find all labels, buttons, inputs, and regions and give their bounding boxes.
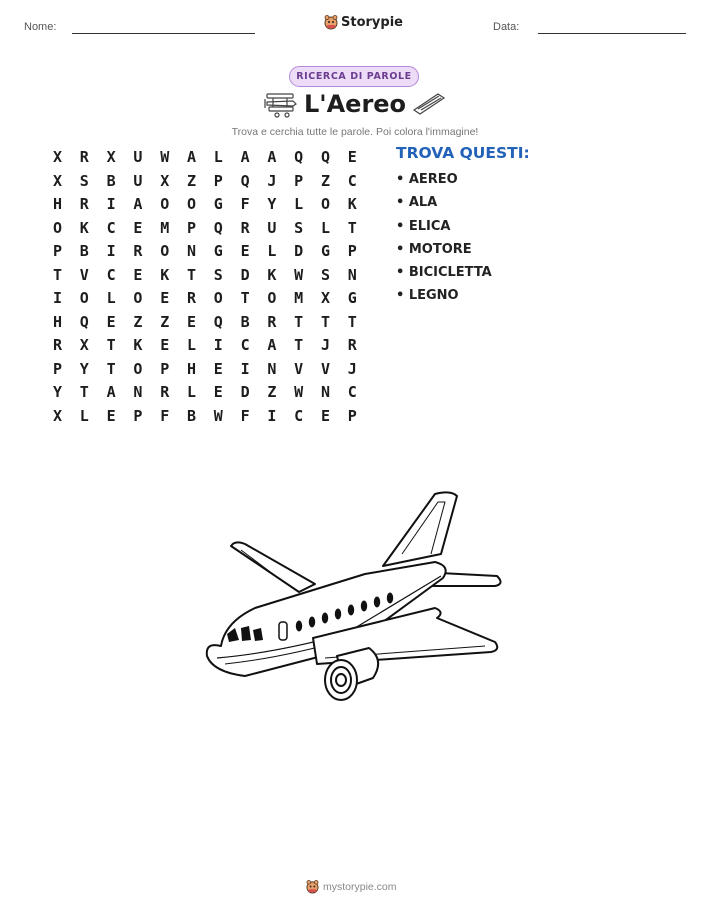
- grid-row: [48, 405, 370, 429]
- grid-letter[interactable]: V: [79, 265, 89, 284]
- grid-letter[interactable]: E: [240, 242, 250, 260]
- word-search-grid[interactable]: [48, 146, 370, 428]
- word-list-item: • BICICLETTA: [396, 265, 492, 281]
- footer-url[interactable]: mystorypie.com: [323, 880, 397, 893]
- grid-letter[interactable]: N: [186, 242, 197, 260]
- grid-letter[interactable]: O: [160, 242, 170, 260]
- storypie-mascot-icon: [324, 14, 338, 30]
- grid-letter[interactable]: N: [267, 359, 277, 378]
- grid-letter[interactable]: O: [133, 359, 143, 378]
- grid-letter[interactable]: F: [240, 195, 250, 213]
- grid-letter[interactable]: G: [213, 195, 223, 213]
- grid-letter[interactable]: Q: [320, 148, 330, 166]
- word-list-item: • ALA: [396, 195, 438, 211]
- grid-letter[interactable]: K: [347, 195, 357, 213]
- grid-letter[interactable]: B: [79, 242, 89, 260]
- grid-letter[interactable]: Q: [79, 312, 89, 331]
- grid-letter[interactable]: B: [186, 406, 197, 425]
- grid-letter[interactable]: P: [133, 406, 143, 425]
- date-line[interactable]: [538, 33, 686, 34]
- grid-letter[interactable]: R: [133, 242, 143, 260]
- grid-letter[interactable]: R: [79, 148, 89, 166]
- grid-letter[interactable]: Q: [213, 312, 223, 331]
- grid-letter[interactable]: L: [213, 148, 223, 166]
- grid-row: [48, 334, 370, 358]
- grid-row: [48, 240, 370, 264]
- grid-row: [48, 287, 370, 311]
- name-line[interactable]: [72, 33, 255, 34]
- grid-letter[interactable]: K: [79, 218, 89, 237]
- grid-row: [48, 170, 370, 194]
- grid-letter[interactable]: D: [294, 242, 304, 260]
- grid-letter[interactable]: O: [133, 289, 143, 307]
- grid-letter[interactable]: G: [213, 242, 223, 260]
- grid-letter[interactable]: X: [79, 336, 89, 354]
- grid-letter[interactable]: X: [106, 148, 116, 166]
- grid-letter[interactable]: I: [53, 289, 63, 307]
- grid-letter[interactable]: R: [267, 312, 277, 331]
- grid-letter[interactable]: E: [213, 383, 223, 401]
- grid-letter[interactable]: X: [53, 406, 63, 425]
- grid-letter[interactable]: E: [347, 148, 357, 166]
- grid-letter[interactable]: X: [320, 289, 330, 307]
- grid-letter[interactable]: O: [160, 195, 170, 213]
- grid-letter[interactable]: I: [106, 242, 116, 260]
- grid-row: [48, 381, 370, 405]
- grid-letter[interactable]: C: [106, 265, 116, 284]
- grid-letter[interactable]: E: [160, 336, 170, 354]
- grid-letter[interactable]: Y: [53, 383, 63, 401]
- grid-letter[interactable]: A: [267, 336, 277, 354]
- grid-letter[interactable]: C: [294, 406, 304, 425]
- grid-letter[interactable]: H: [53, 312, 63, 331]
- grid-letter[interactable]: F: [240, 406, 250, 425]
- grid-row: [48, 311, 370, 335]
- grid-letter[interactable]: R: [160, 383, 170, 401]
- grid-letter[interactable]: K: [267, 265, 277, 284]
- grid-letter[interactable]: T: [294, 336, 304, 354]
- category-badge: RICERCA DI PAROLE: [289, 66, 419, 87]
- grid-letter[interactable]: J: [347, 359, 357, 378]
- grid-letter[interactable]: A: [240, 148, 250, 166]
- grid-letter[interactable]: Z: [133, 312, 143, 331]
- grid-letter[interactable]: S: [294, 218, 304, 237]
- grid-row: [48, 146, 370, 170]
- grid-letter[interactable]: S: [320, 265, 330, 284]
- grid-letter[interactable]: E: [133, 218, 143, 237]
- grid-letter[interactable]: T: [240, 289, 250, 307]
- grid-letter[interactable]: O: [213, 289, 223, 307]
- grid-letter[interactable]: A: [186, 148, 197, 166]
- grid-row: [48, 358, 370, 382]
- grid-letter[interactable]: L: [320, 218, 330, 237]
- grid-letter[interactable]: I: [106, 195, 116, 213]
- grid-letter[interactable]: U: [267, 218, 277, 237]
- grid-letter[interactable]: X: [53, 171, 63, 190]
- word-list-item: • MOTORE: [396, 241, 472, 257]
- grid-letter[interactable]: P: [160, 359, 170, 378]
- grid-letter[interactable]: I: [240, 359, 250, 378]
- grid-letter[interactable]: L: [267, 242, 277, 260]
- grid-letter[interactable]: Y: [267, 195, 277, 213]
- grid-letter[interactable]: A: [267, 148, 277, 166]
- grid-letter[interactable]: E: [160, 289, 170, 307]
- grid-letter[interactable]: Q: [294, 148, 304, 166]
- word-list: [396, 170, 492, 310]
- grid-letter[interactable]: K: [133, 336, 143, 354]
- grid-letter[interactable]: E: [320, 406, 330, 425]
- grid-letter[interactable]: W: [294, 265, 304, 284]
- grid-letter[interactable]: B: [106, 171, 116, 190]
- grid-letter[interactable]: P: [186, 218, 197, 237]
- grid-letter[interactable]: T: [347, 312, 357, 331]
- grid-letter[interactable]: K: [160, 265, 170, 284]
- grid-letter[interactable]: O: [267, 289, 277, 307]
- grid-letter[interactable]: I: [267, 406, 277, 425]
- grid-letter[interactable]: L: [294, 195, 304, 213]
- grid-letter[interactable]: U: [133, 171, 143, 190]
- grid-letter[interactable]: Y: [79, 359, 89, 378]
- grid-letter[interactable]: L: [79, 406, 89, 425]
- word-list-item: • AEREO: [396, 172, 458, 187]
- grid-letter[interactable]: E: [133, 265, 143, 284]
- grid-letter[interactable]: C: [240, 336, 250, 354]
- word-list-item: • LEGNO: [396, 288, 459, 304]
- grid-letter[interactable]: S: [79, 171, 89, 190]
- grid-letter[interactable]: H: [53, 195, 63, 213]
- grid-letter[interactable]: F: [160, 406, 170, 425]
- grid-letter[interactable]: V: [294, 359, 304, 378]
- grid-letter[interactable]: O: [186, 195, 197, 213]
- brand-logo: [324, 14, 403, 30]
- page-title: L'Aereo: [303, 90, 407, 118]
- grid-letter[interactable]: S: [213, 265, 223, 284]
- grid-letter[interactable]: E: [106, 406, 116, 425]
- grid-letter[interactable]: P: [294, 171, 304, 190]
- grid-letter[interactable]: G: [320, 242, 330, 260]
- grid-letter[interactable]: Q: [240, 171, 250, 190]
- grid-letter[interactable]: P: [53, 359, 63, 378]
- grid-letter[interactable]: N: [133, 383, 143, 401]
- grid-row: [48, 193, 370, 217]
- grid-letter[interactable]: T: [53, 265, 63, 284]
- grid-letter[interactable]: L: [106, 289, 116, 307]
- grid-letter[interactable]: P: [347, 406, 357, 425]
- grid-letter[interactable]: L: [186, 383, 197, 401]
- grid-letter[interactable]: W: [213, 406, 223, 425]
- grid-letter[interactable]: N: [320, 383, 330, 401]
- grid-letter[interactable]: U: [133, 148, 143, 166]
- grid-letter[interactable]: W: [294, 383, 304, 401]
- storypie-mascot-icon: [306, 879, 319, 894]
- grid-letter[interactable]: O: [79, 289, 89, 307]
- grid-letter[interactable]: M: [294, 289, 304, 307]
- grid-letter[interactable]: A: [106, 383, 116, 401]
- grid-letter[interactable]: B: [240, 312, 250, 331]
- grid-letter[interactable]: J: [320, 336, 330, 354]
- date-label: Data:: [493, 21, 520, 33]
- grid-letter[interactable]: V: [320, 359, 330, 378]
- grid-letter[interactable]: Z: [320, 171, 330, 190]
- grid-letter[interactable]: R: [79, 195, 89, 213]
- grid-letter[interactable]: T: [294, 312, 304, 331]
- grid-letter[interactable]: W: [160, 148, 170, 166]
- footer: [306, 879, 397, 894]
- grid-row: [48, 217, 370, 241]
- grid-letter[interactable]: T: [79, 383, 89, 401]
- grid-letter[interactable]: M: [160, 218, 170, 237]
- grid-letter[interactable]: P: [347, 242, 357, 260]
- grid-letter[interactable]: I: [213, 336, 223, 354]
- grid-letter[interactable]: O: [53, 218, 63, 237]
- airplane-illustration[interactable]: [195, 488, 510, 708]
- grid-letter[interactable]: E: [106, 312, 116, 331]
- grid-letter[interactable]: T: [106, 336, 116, 354]
- grid-letter[interactable]: O: [320, 195, 330, 213]
- grid-letter[interactable]: P: [213, 171, 223, 190]
- grid-letter[interactable]: D: [240, 265, 250, 284]
- grid-letter[interactable]: T: [320, 312, 330, 331]
- grid-row: [48, 264, 370, 288]
- grid-letter[interactable]: N: [347, 265, 357, 284]
- grid-letter[interactable]: C: [347, 383, 357, 401]
- word-list-title: TROVA QUESTI:: [396, 144, 530, 162]
- grid-letter[interactable]: R: [347, 336, 357, 354]
- grid-letter[interactable]: C: [106, 218, 116, 237]
- grid-letter[interactable]: T: [347, 218, 357, 237]
- grid-letter[interactable]: Q: [213, 218, 223, 237]
- grid-letter[interactable]: R: [53, 336, 63, 354]
- grid-letter[interactable]: X: [160, 171, 170, 190]
- grid-letter[interactable]: R: [240, 218, 250, 237]
- grid-letter[interactable]: J: [267, 171, 277, 190]
- grid-letter[interactable]: Z: [186, 171, 197, 190]
- grid-letter[interactable]: Z: [160, 312, 170, 331]
- grid-letter[interactable]: H: [186, 359, 197, 378]
- name-label: Nome:: [24, 21, 57, 33]
- word-list-item: • ELICA: [396, 218, 451, 234]
- grid-letter[interactable]: R: [186, 289, 197, 307]
- brand-name: Storypie: [341, 14, 403, 30]
- grid-letter[interactable]: L: [186, 336, 197, 354]
- grid-letter[interactable]: E: [213, 359, 223, 378]
- grid-letter[interactable]: A: [133, 195, 143, 213]
- grid-letter[interactable]: D: [240, 383, 250, 401]
- grid-letter[interactable]: E: [186, 312, 197, 331]
- grid-letter[interactable]: G: [347, 289, 357, 307]
- grid-letter[interactable]: X: [53, 148, 63, 166]
- grid-letter[interactable]: C: [347, 171, 357, 190]
- wood-plank-icon: [412, 92, 446, 116]
- grid-letter[interactable]: T: [106, 359, 116, 378]
- instructions: Trova e cerchia tutte le parole. Poi colora l'immagine!: [231, 126, 479, 138]
- grid-letter[interactable]: T: [186, 265, 197, 284]
- grid-letter[interactable]: P: [53, 242, 63, 260]
- grid-letter[interactable]: Z: [267, 383, 277, 401]
